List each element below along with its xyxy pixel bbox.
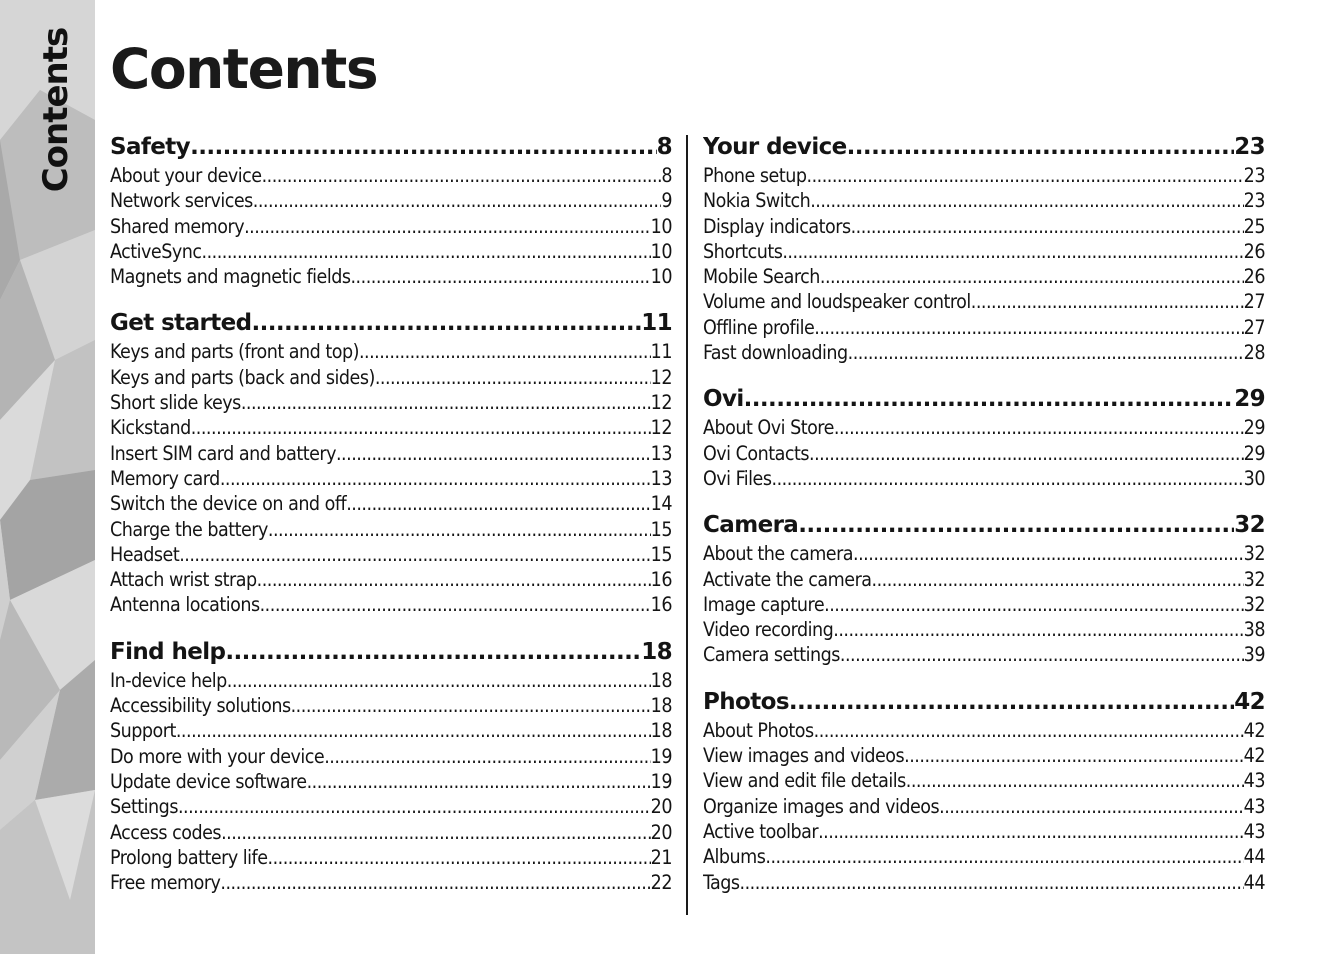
page-number: 29 [1234,386,1265,413]
section-heading[interactable] [110,308,672,339]
entry-label: Insert SIM card and battery [110,441,336,465]
section-heading[interactable] [703,384,1265,415]
page-number: 8 [656,134,672,160]
toc-section [703,687,1265,895]
page-number: 26 [1243,265,1265,289]
entry-label: Antenna locations [110,593,260,617]
entry-label: Organize images and videos [703,794,940,818]
entry-label: Ovi Files [703,466,772,490]
entry-label: Magnets and magnetic fields [110,265,351,289]
entry-label: Keys and parts (front and top) [110,340,359,364]
column-divider [686,135,688,915]
entry-label: Short slide keys [110,391,241,415]
page-number: 15 [650,542,672,566]
page-number: 10 [650,214,672,238]
page-number: 23 [1243,189,1265,213]
dot-leader [772,466,1244,491]
dot-leader [375,365,651,390]
dot-leader [814,718,1244,743]
section-heading[interactable] [703,132,1265,163]
toc-entry[interactable] [703,315,1265,340]
dot-leader [346,491,650,516]
page-number: 43 [1243,819,1265,843]
toc-entry[interactable] [703,844,1265,869]
entry-label: View images and videos [703,744,905,768]
page-number: 18 [650,694,672,718]
toc-entry[interactable] [703,743,1265,768]
dot-leader [848,340,1244,365]
page-number: 18 [641,638,672,665]
entry-label: Activate the camera [703,567,872,591]
dot-leader [257,567,651,592]
toc-entry[interactable] [703,768,1265,793]
page-number: 32 [1243,542,1265,566]
page-number: 14 [650,492,672,516]
toc-entry[interactable] [703,718,1265,743]
page-number: 21 [650,845,672,869]
dot-leader [307,769,651,794]
toc-section [110,637,672,896]
page-number: 19 [650,744,672,768]
page-number: 20 [650,820,672,844]
toc-entry[interactable] [110,668,672,693]
entry-label: Keys and parts (back and sides) [110,365,375,389]
page-number: 13 [650,466,672,490]
section-title: Ovi [703,386,744,413]
page-number: 43 [1243,794,1265,818]
dot-leader [262,163,662,188]
page-number: 29 [1243,416,1265,440]
dot-leader [820,264,1244,289]
page-number: 44 [1243,870,1265,894]
page-number: 25 [1243,214,1265,238]
page-number: 42 [1234,688,1265,715]
page-number: 26 [1243,239,1265,263]
toc-column-right [703,132,1265,895]
page-number: 11 [641,310,672,337]
toc-entry[interactable] [703,214,1265,239]
page-number: 32 [1243,592,1265,616]
page-number: 32 [1243,567,1265,591]
entry-label: Shared memory [110,214,245,238]
entry-label: Offline profile [703,315,815,339]
dot-leader [971,289,1244,314]
page-number: 32 [1234,512,1265,539]
dot-leader [740,870,1244,895]
page-number: 39 [1243,643,1265,667]
dot-leader [260,592,651,617]
side-section-label: Contents [36,27,76,193]
entry-label: Active toolbar [703,819,819,843]
dot-leader [252,308,642,339]
page-number: 16 [650,568,672,592]
page-number: 10 [650,239,672,263]
toc-entry[interactable] [703,289,1265,314]
toc-entry[interactable] [703,642,1265,667]
toc-entry[interactable] [703,163,1265,188]
dot-leader [810,188,1243,213]
entry-label: Support [110,719,176,743]
entry-label: About your device [110,164,262,187]
toc-entry[interactable] [703,794,1265,819]
toc-entry[interactable] [110,339,672,364]
dot-leader [225,637,641,668]
dot-leader [190,132,657,163]
entry-label: About Photos [703,718,814,742]
dot-leader [253,188,662,213]
toc-entry[interactable] [703,415,1265,440]
toc-column-left [110,132,672,895]
page-number: 22 [650,871,672,895]
dot-leader [178,794,651,819]
toc-entry[interactable] [110,567,672,592]
toc-entry[interactable] [110,264,672,289]
dot-leader [847,132,1235,163]
page-number: 27 [1243,315,1265,339]
entry-label: In-device help [110,668,227,692]
dot-leader [336,441,651,466]
entry-label: Free memory [110,871,221,895]
dot-leader [798,510,1234,541]
dot-leader [818,819,1244,844]
page-margin-decoration [0,0,95,954]
page-number: 15 [650,517,672,541]
dot-leader [809,441,1244,466]
toc-entry[interactable] [110,441,672,466]
entry-label: Nokia Switch [703,189,811,213]
entry-label: Access codes [110,820,222,844]
toc-entry[interactable] [110,390,672,415]
dot-leader [807,163,1244,188]
entry-label: Phone setup [703,164,807,187]
toc-entry[interactable] [110,794,672,819]
dot-leader [227,668,651,693]
dot-leader [833,617,1243,642]
section-heading[interactable] [703,687,1265,718]
toc-entry[interactable] [110,239,672,264]
entry-label: Headset [110,542,180,566]
page-number: 28 [1243,341,1265,365]
page-number: 43 [1243,769,1265,793]
dot-leader [782,239,1243,264]
page-number: 12 [650,391,672,415]
toc-section [703,384,1265,491]
dot-leader [241,390,651,415]
section-heading[interactable] [110,132,672,163]
dot-leader [191,415,651,440]
entry-label: Network services [110,189,253,213]
entry-label: Update device software [110,769,307,793]
dot-leader [268,845,651,870]
entry-label: Attach wrist strap [110,568,257,592]
entry-label: Prolong battery life [110,845,268,869]
dot-leader [244,214,651,239]
toc-entry[interactable] [110,542,672,567]
section-title: Your device [703,134,847,160]
section-title: Safety [110,134,191,160]
entry-label: Image capture [703,592,825,616]
dot-leader [853,541,1244,566]
toc-entry[interactable] [110,744,672,769]
section-title: Camera [703,512,799,539]
page-number: 12 [650,416,672,440]
toc-entry[interactable] [110,466,672,491]
entry-label: Mobile Search [703,265,820,289]
dot-leader [939,794,1244,819]
entry-label: Do more with your device [110,744,325,768]
dot-leader [220,466,651,491]
toc-entry[interactable] [110,214,672,239]
dot-leader [359,339,651,364]
entry-label: Albums [703,845,766,869]
section-title: Get started [110,310,252,337]
dot-leader [221,820,651,845]
entry-label: Ovi Contacts [703,441,810,465]
dot-leader [291,693,651,718]
dot-leader [220,870,650,895]
toc-entry[interactable] [110,491,672,516]
entry-label: About the camera [703,542,854,566]
toc-entry[interactable] [703,617,1265,642]
dot-leader [906,768,1244,793]
toc-entry[interactable] [703,541,1265,566]
page-number: 16 [650,593,672,617]
toc-entry[interactable] [110,163,672,188]
entry-label: Kickstand [110,416,191,440]
page-number: 12 [650,365,672,389]
dot-leader [851,214,1244,239]
toc-entry[interactable] [703,188,1265,213]
toc-entry[interactable] [703,441,1265,466]
page-number: 10 [650,265,672,289]
section-heading[interactable] [703,510,1265,541]
page-number: 18 [650,719,672,743]
page-number: 44 [1243,845,1265,869]
dot-leader [814,315,1243,340]
entry-label: Fast downloading [703,341,848,365]
page-number: 13 [650,441,672,465]
entry-label: Shortcuts [703,239,783,263]
dot-leader [834,415,1244,440]
page-number: 18 [650,668,672,692]
toc-section [703,510,1265,667]
dot-leader [744,384,1235,415]
toc-entry[interactable] [110,718,672,743]
dot-leader [789,687,1234,718]
dot-leader [324,744,650,769]
toc-entry[interactable] [703,340,1265,365]
entry-label: Video recording [703,618,834,642]
dot-leader [824,592,1244,617]
entry-label: Memory card [110,466,220,490]
toc-entry[interactable] [703,870,1265,895]
section-title: Find help [110,638,226,665]
toc-entry[interactable] [110,517,672,542]
entry-label: Switch the device on and off [110,492,347,516]
page-number: 8 [661,164,672,187]
page-number: 29 [1243,441,1265,465]
page-number: 19 [650,769,672,793]
entry-label: Charge the battery [110,517,268,541]
section-heading[interactable] [110,637,672,668]
page-number: 23 [1243,164,1265,187]
dot-leader [840,642,1244,667]
toc-entry[interactable] [110,592,672,617]
page-title: Contents [110,37,378,101]
page-number: 11 [650,340,672,364]
dot-leader [872,567,1244,592]
page-number: 42 [1243,744,1265,768]
toc-entry[interactable] [110,365,672,390]
toc-entry[interactable] [110,820,672,845]
entry-label: ActiveSync [110,239,202,263]
dot-leader [268,517,651,542]
entry-label: Volume and loudspeaker control [703,290,971,314]
toc-section [703,132,1265,365]
page-number: 9 [661,189,672,213]
page-number: 27 [1243,290,1265,314]
page-number: 30 [1243,466,1265,490]
toc-entry[interactable] [110,188,672,213]
toc-entry[interactable] [703,592,1265,617]
toc-entry[interactable] [110,693,672,718]
page-number: 23 [1234,134,1265,160]
entry-label: About Ovi Store [703,416,834,440]
page-number: 42 [1243,718,1265,742]
section-title: Photos [703,688,789,715]
dot-leader [202,239,651,264]
dot-leader [765,844,1243,869]
toc-entry[interactable] [110,415,672,440]
dot-leader [350,264,650,289]
page-number: 20 [650,795,672,819]
entry-label: Settings [110,795,178,819]
toc-entry[interactable] [703,567,1265,592]
toc-entry[interactable] [703,264,1265,289]
toc-section [110,132,672,289]
entry-label: Accessibility solutions [110,694,291,718]
toc-entry[interactable] [703,466,1265,491]
toc-entry[interactable] [703,819,1265,844]
toc-entry[interactable] [110,845,672,870]
entry-label: Camera settings [703,643,840,667]
dot-leader [904,743,1244,768]
toc-entry[interactable] [110,769,672,794]
entry-label: View and edit file details [703,769,906,793]
dot-leader [176,718,651,743]
entry-label: Display indicators [703,214,851,238]
toc-entry[interactable] [110,870,672,895]
page-number: 38 [1243,618,1265,642]
toc-entry[interactable] [703,239,1265,264]
dot-leader [179,542,650,567]
toc-section [110,308,672,617]
entry-label: Tags [703,870,740,894]
